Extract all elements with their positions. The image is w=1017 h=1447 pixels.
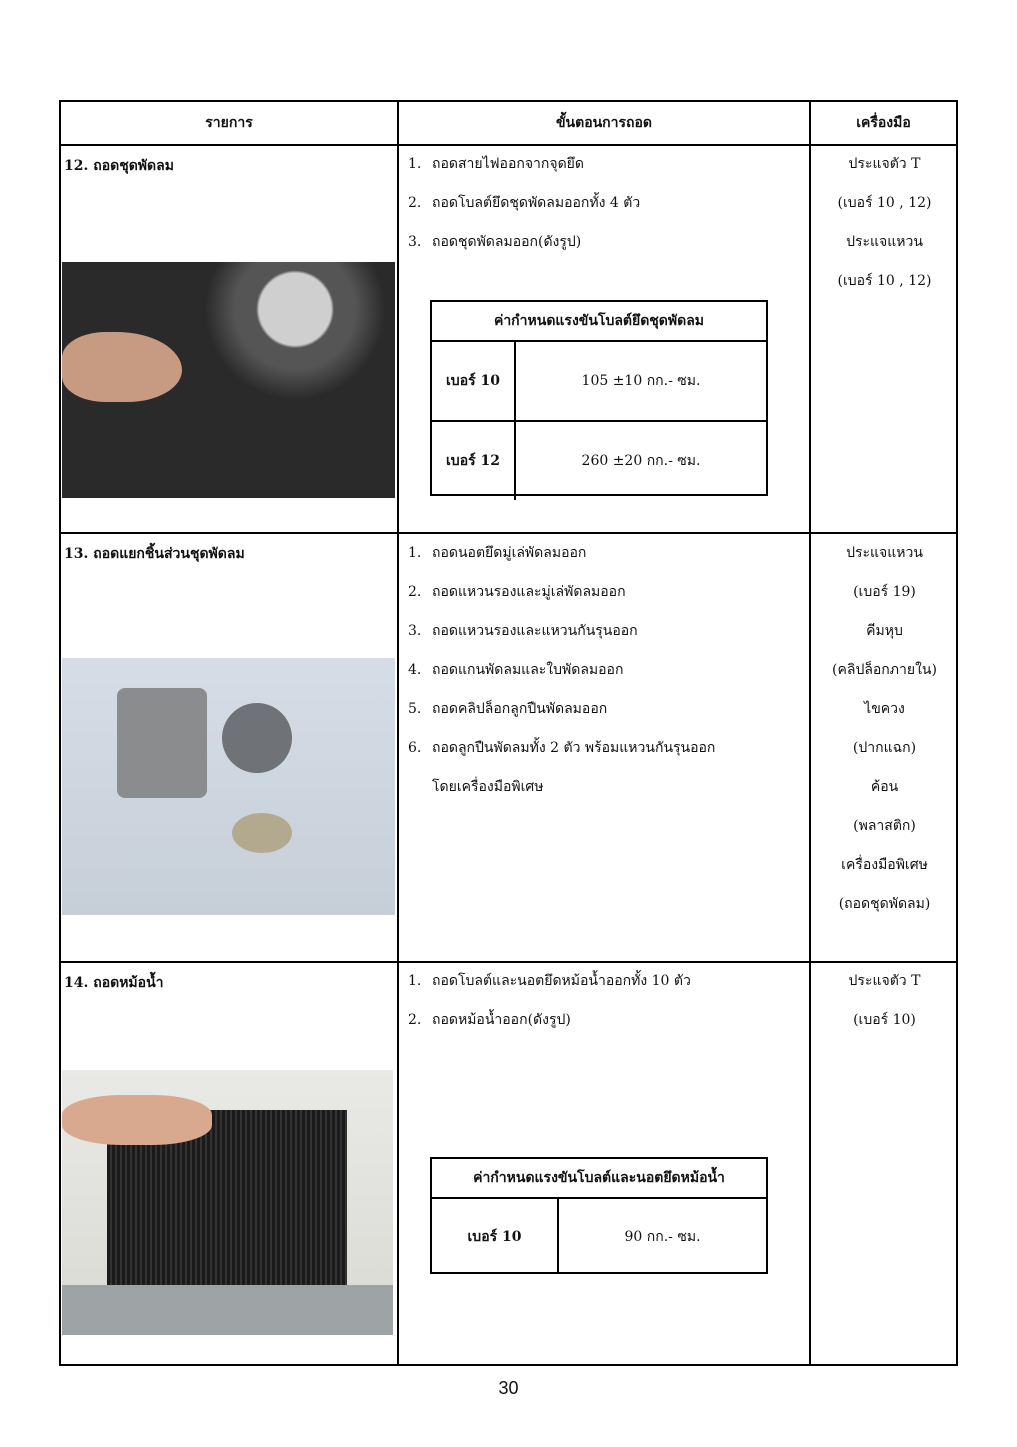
radiator-photo xyxy=(62,1070,393,1335)
header-steps: ขั้นตอนการถอด xyxy=(555,115,653,131)
step-text xyxy=(408,534,808,573)
tool-item: (เบอร์ 10) xyxy=(853,1012,916,1028)
table-border xyxy=(59,100,61,1366)
tool-item: เครื่องมือพิเศษ xyxy=(841,857,928,873)
tools-list xyxy=(812,962,957,1040)
header-tools: เครื่องมือ xyxy=(856,115,911,131)
step-text: 3. xyxy=(408,623,422,639)
step-text: 4. xyxy=(408,662,422,678)
step-text: 2. xyxy=(408,584,422,600)
torque-cell: 105 ±10 กก.- ซม. xyxy=(581,373,701,389)
step-text xyxy=(408,729,808,768)
torque-cell xyxy=(432,1199,766,1274)
torque-cell: ค่ากำหนดแรงขันโบลต์ยึดชุดพัดลม xyxy=(432,302,766,342)
hand-shape xyxy=(62,332,182,402)
step-text: ถอดแกนพัดลมและใบพัดลมออก xyxy=(432,662,624,678)
step-text xyxy=(408,690,808,729)
tools-list xyxy=(812,145,957,301)
step-text: ถอดโบลต์และนอตยึดหม้อน้ำออกทั้ง 10 ตัว xyxy=(432,973,691,989)
steps-list xyxy=(408,962,808,1040)
steps-list xyxy=(408,145,808,262)
fan-assembly-photo xyxy=(62,262,395,498)
torque-table xyxy=(430,1157,768,1274)
tool-item: (พลาสติก) xyxy=(853,818,916,834)
row-title: 12. ถอดชุดพัดลม xyxy=(64,158,174,174)
step-text: 6. xyxy=(408,740,422,756)
tool-item: ประแจแหวน xyxy=(846,234,923,250)
step-text: 1. xyxy=(408,973,422,989)
washer-shape xyxy=(232,813,292,853)
table-border xyxy=(809,100,811,1366)
step-text: ถอดแหวนรองและแหวนกันรุนออก xyxy=(432,623,638,639)
step-text: ถอดสายไฟออกจากจุดยึด xyxy=(432,156,584,172)
step xyxy=(408,184,808,223)
engine-base-shape xyxy=(62,1285,393,1335)
tool-item: (ถอดชุดพัดลม) xyxy=(838,896,931,912)
tool-item: ไขควง xyxy=(864,701,905,717)
step-text xyxy=(408,612,808,651)
tool-item: (คลิปล็อกภายใน) xyxy=(832,662,937,678)
tool-item: (เบอร์ 10 , 12) xyxy=(837,195,932,211)
step-text xyxy=(408,573,808,612)
torque-cell: เบอร์ 12 xyxy=(432,422,516,500)
step-text: ถอดชุดพัดลมออก(ดังรูป) xyxy=(432,234,582,250)
hand-shape xyxy=(62,1095,212,1145)
tool-item: ประแจแหวน xyxy=(846,545,923,561)
step xyxy=(408,223,808,262)
tool-item: ประแจตัว T xyxy=(848,973,921,989)
fan-housing-shape xyxy=(117,688,207,798)
step-text: 2. xyxy=(408,195,422,211)
torque-cell: 90 กก.- ซม. xyxy=(624,1228,701,1245)
step-text: ถอดโบลต์ยึดชุดพัดลมออกทั้ง 4 ตัว xyxy=(432,195,641,211)
table-border xyxy=(60,1364,958,1366)
fan-blade-shape xyxy=(222,703,292,773)
table-border xyxy=(397,100,399,1366)
step-text xyxy=(408,962,808,1001)
step-text xyxy=(408,651,808,690)
torque-cell: เบอร์ 10 xyxy=(432,1199,559,1274)
step-text: 5. xyxy=(408,701,422,717)
step-text: ถอดแหวนรองและมู่เล่พัดลมออก xyxy=(432,584,626,600)
fan-parts-photo xyxy=(62,658,395,915)
step-text: 2. xyxy=(408,1012,422,1028)
step-text: ถอดคลิปล็อกลูกปืนพัดลมออก xyxy=(432,701,608,717)
step-text: ถอดหม้อน้ำออก(ดังรูป) xyxy=(432,1012,571,1028)
step-text: 1. xyxy=(408,545,422,561)
tools-list xyxy=(812,534,957,924)
step-text: โดยเครื่องมือพิเศษ xyxy=(432,779,544,795)
row-title: 14. ถอดหม้อน้ำ xyxy=(64,975,164,991)
tool-item: (เบอร์ 10 , 12) xyxy=(837,273,932,289)
tool-item: (เบอร์ 19) xyxy=(853,584,916,600)
step xyxy=(408,145,808,184)
steps-list xyxy=(408,534,808,807)
step-text: 1. xyxy=(408,156,422,172)
torque-cell xyxy=(432,342,766,420)
step-text xyxy=(408,768,808,807)
torque-cell: ค่ากำหนดแรงขันโบลต์และนอตยึดหม้อน้ำ xyxy=(432,1159,766,1199)
row-title: 13. ถอดแยกชิ้นส่วนชุดพัดลม xyxy=(64,546,245,562)
step-text xyxy=(408,1001,808,1040)
torque-cell: เบอร์ 10 xyxy=(432,342,516,420)
torque-cell: 260 ±20 กก.- ซม. xyxy=(581,453,701,469)
page-number: 30 xyxy=(498,1378,519,1398)
tool-item: ประแจตัว T xyxy=(848,156,921,172)
torque-table xyxy=(430,300,768,496)
step-text: ถอดลูกปืนพัดลมทั้ง 2 ตัว พร้อมแหวนกันรุนออก xyxy=(432,740,716,756)
step-text: ถอดนอตยึดมู่เล่พัดลมออก xyxy=(432,545,587,561)
header-item: รายการ xyxy=(205,115,253,131)
tool-item: คีมหุบ xyxy=(866,623,903,639)
torque-cell xyxy=(432,420,766,500)
tool-item: ค้อน xyxy=(870,779,899,795)
step-text: 3. xyxy=(408,234,422,250)
tool-item: (ปากแฉก) xyxy=(852,740,917,756)
